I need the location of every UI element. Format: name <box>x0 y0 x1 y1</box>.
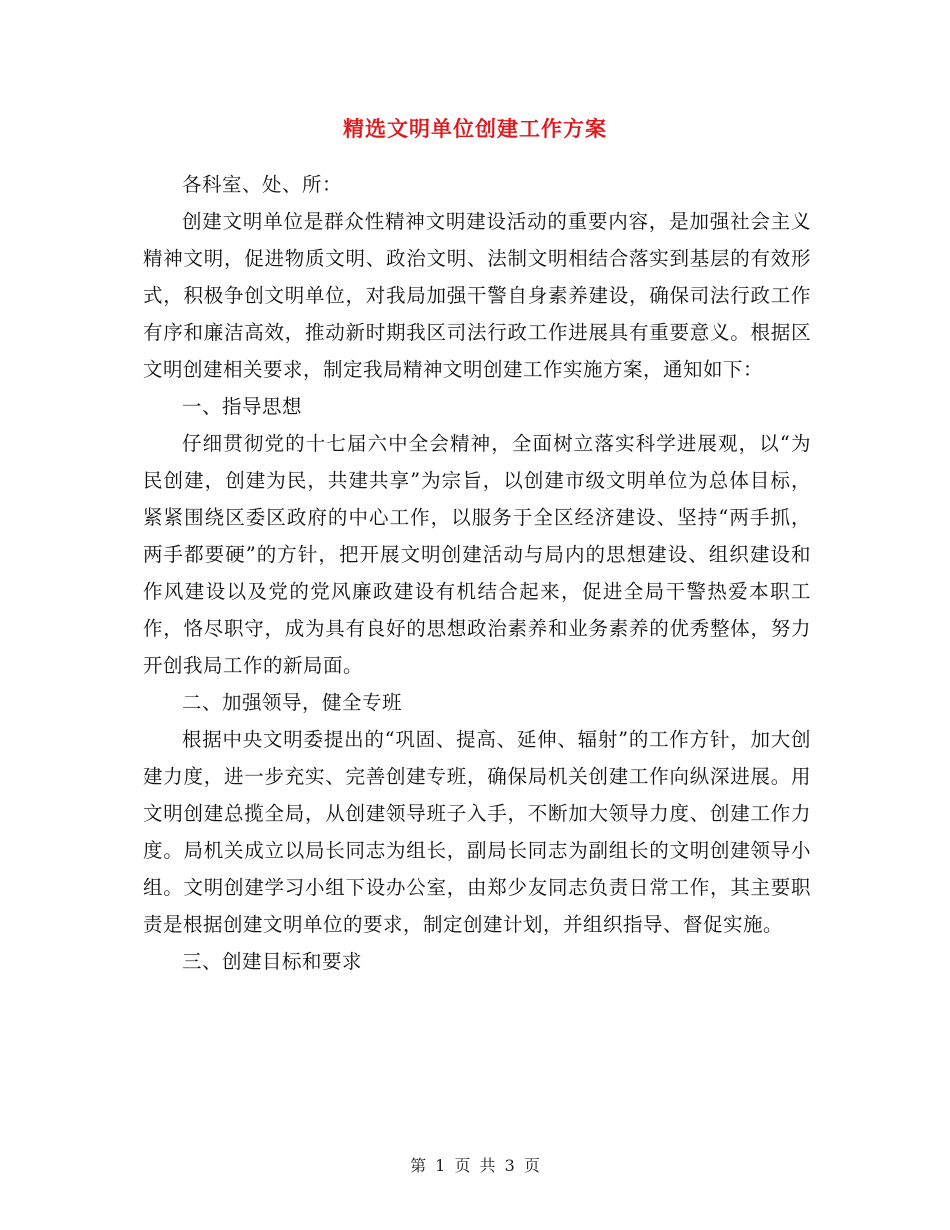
document-body <box>143 166 811 980</box>
page-footer: 第 1 页 共 3 页 <box>410 1156 540 1175</box>
paragraph-leadership: 根据中央文明委提出的“巩固、提高、延伸、辐射”的工作方针，加大创建力度，进一步充实、完善创建专班，确保局机关创建工作向纵深进展。用文明创建总揽全局，从创建领导班子入手，不断加大领导力度、创建工作力度。局机关成立以局长同志为组长，副局长同志为副组长的文明创建领导小组。文明创建学习小组下设办公室，由郑少友同志负责日常工作，其主要职责是根据创建文明单位的要求，制定创建计划，并组织指导、督促实施。 <box>143 728 811 936</box>
paragraph-guiding-thought: 仔细贯彻党的十七届六中全会精神，全面树立落实科学进展观，以“为民创建，创建为民，共建共享”为宗旨，以创建市级文明单位为总体目标，紧紧围绕区委区政府的中心工作，以服务于全区经济建设、坚持“两手抓，两手都要硬”的方针，把开展文明创建活动与局内的思想建设、组织建设和作风建设以及党的党风廉政建设有机结合起来，促进全局干警热爱本职工作，恪尽职守，成为具有良好的思想政治素养和业务素养的优秀整体，努力开创我局工作的新局面。 <box>143 432 811 677</box>
salutation: 各科室、处、所： <box>182 173 343 196</box>
section-heading-goals: 三、创建目标和要求 <box>182 950 363 973</box>
document-title: 精选文明单位创建工作方案 <box>343 116 607 141</box>
section-heading-leadership: 二、加强领导，健全专班 <box>182 691 403 714</box>
paragraph-intro: 创建文明单位是群众性精神文明建设活动的重要内容，是加强社会主义精神文明，促进物质文明、政治文明、法制文明相结合落实到基层的有效形式，积极争创文明单位，对我局加强干警自身素养建设，确保司法行政工作有序和廉洁高效，推动新时期我区司法行政工作进展具有重要意义。根据区文明创建相关要求，制定我局精神文明创建工作实施方案，通知如下： <box>143 210 811 381</box>
section-heading-guiding-thought: 一、指导思想 <box>182 395 303 418</box>
